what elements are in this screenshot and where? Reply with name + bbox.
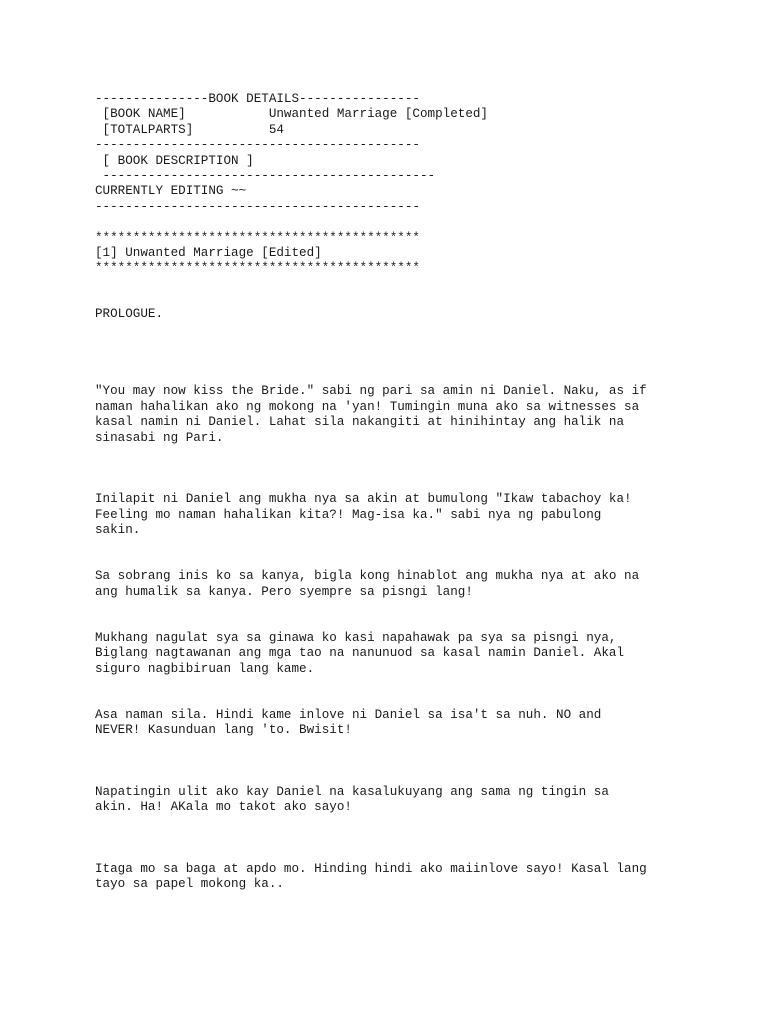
document-page <box>95 92 715 893</box>
divider-rule: ------------------------------------------- <box>95 138 420 153</box>
divider-rule: -------------------------------------------- <box>95 168 436 183</box>
stars-divider: ******************************************* <box>95 230 420 245</box>
paragraph: Mukhang nagulat sya sa ginawa ko kasi napahawak pa sya sa pisngi nya, Biglang nagtawanan ang mga tao na nanunuod sa kasal namin Daniel. Akal siguro nagbibiruan lang kame. <box>95 630 625 676</box>
paragraph: Sa sobrang inis ko sa kanya, bigla kong hinablot ang mukha nya at ako na ang humalik sa kanya. Pero syempre sa pisngi lang! <box>95 569 640 599</box>
paragraph: Asa naman sila. Hindi kame inlove ni Daniel sa isa't sa nuh. NO and NEVER! Kasunduan lang 'to. Bwisit! <box>95 707 602 738</box>
paragraph: Itaga mo sa baga at apdo mo. Hinding hindi ako maiinlove sayo! Kasal lang tayo sa papel mokong ka.. <box>95 861 647 892</box>
book-description-label: [ BOOK DESCRIPTION ] <box>95 153 254 168</box>
chapter-title: [1] Unwanted Marriage [Edited] <box>95 245 322 260</box>
divider-rule: ------------------------------------------- <box>95 199 420 214</box>
prologue-heading: PROLOGUE. <box>95 307 164 322</box>
total-parts-row: [TOTALPARTS] 54 <box>95 122 284 137</box>
stars-divider: ******************************************* <box>95 261 420 276</box>
currently-editing-label: CURRENTLY EDITING ~~ <box>95 184 247 199</box>
paragraph: Inilapit ni Daniel ang mukha nya sa akin at bumulong "Ikaw tabachoy ka! Feeling mo naman hahalikan kita?! Mag-isa ka." sabi nya ng pabulong sakin. <box>95 492 632 538</box>
book-name-row: [BOOK NAME] Unwanted Marriage [Completed] <box>95 107 488 122</box>
book-details-rule: ---------------BOOK DETAILS---------------- <box>95 92 420 106</box>
paragraph: Napatingin ulit ako kay Daniel na kasalukuyang ang sama ng tingin sa akin. Ha! AKala mo takot ako sayo! <box>95 784 609 815</box>
paragraph: "You may now kiss the Bride." sabi ng pari sa amin ni Daniel. Naku, as if naman hahalikan ako ng mokong na 'yan! Tumingin muna ako sa witnesses sa kasal namin ni Daniel. Lahat sila nakangiti at hinihintay ang halik na sinasabi ng Pari. <box>95 384 647 445</box>
